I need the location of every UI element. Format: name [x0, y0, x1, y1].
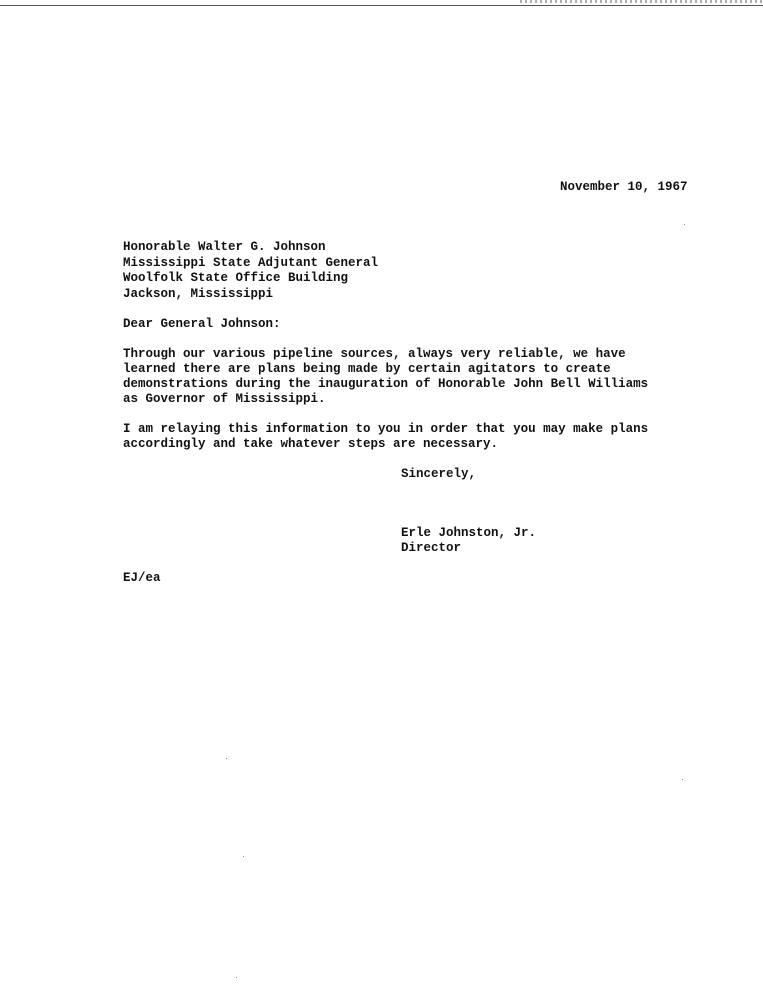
typist-initials: EJ/ea: [123, 571, 161, 585]
closing: Sincerely,: [401, 467, 477, 481]
paragraph1-line: learned there are plans being made by certain agitators to create: [123, 362, 611, 376]
signature-title: Director: [401, 541, 462, 555]
paragraph2-line: accordingly and take whatever steps are necessary.: [123, 437, 499, 451]
paragraph2-line: I am relaying this information to you in order that you may make plans: [123, 422, 649, 436]
recipient-city: Jackson, Mississippi: [123, 287, 274, 301]
recipient-name: Honorable Walter G. Johnson: [123, 240, 326, 254]
scan-top-noise: [520, 0, 763, 3]
scan-speck: [243, 856, 244, 857]
recipient-building: Woolfolk State Office Building: [123, 271, 349, 285]
scan-speck: [684, 224, 685, 225]
scan-speck: [236, 977, 237, 978]
paragraph1-line: demonstrations during the inauguration of Honorable John Bell Williams: [123, 377, 649, 391]
letter-date: November 10, 1967: [560, 180, 688, 194]
scan-top-edge: [0, 5, 763, 6]
salutation: Dear General Johnson:: [123, 317, 281, 331]
signature-name: Erle Johnston, Jr.: [401, 526, 537, 540]
scan-speck: [682, 779, 683, 780]
recipient-title: Mississippi State Adjutant General: [123, 256, 379, 270]
scan-speck: [226, 758, 227, 759]
paragraph1-line: Through our various pipeline sources, always very reliable, we have: [123, 347, 626, 361]
paragraph1-line: as Governor of Mississippi.: [123, 392, 326, 406]
